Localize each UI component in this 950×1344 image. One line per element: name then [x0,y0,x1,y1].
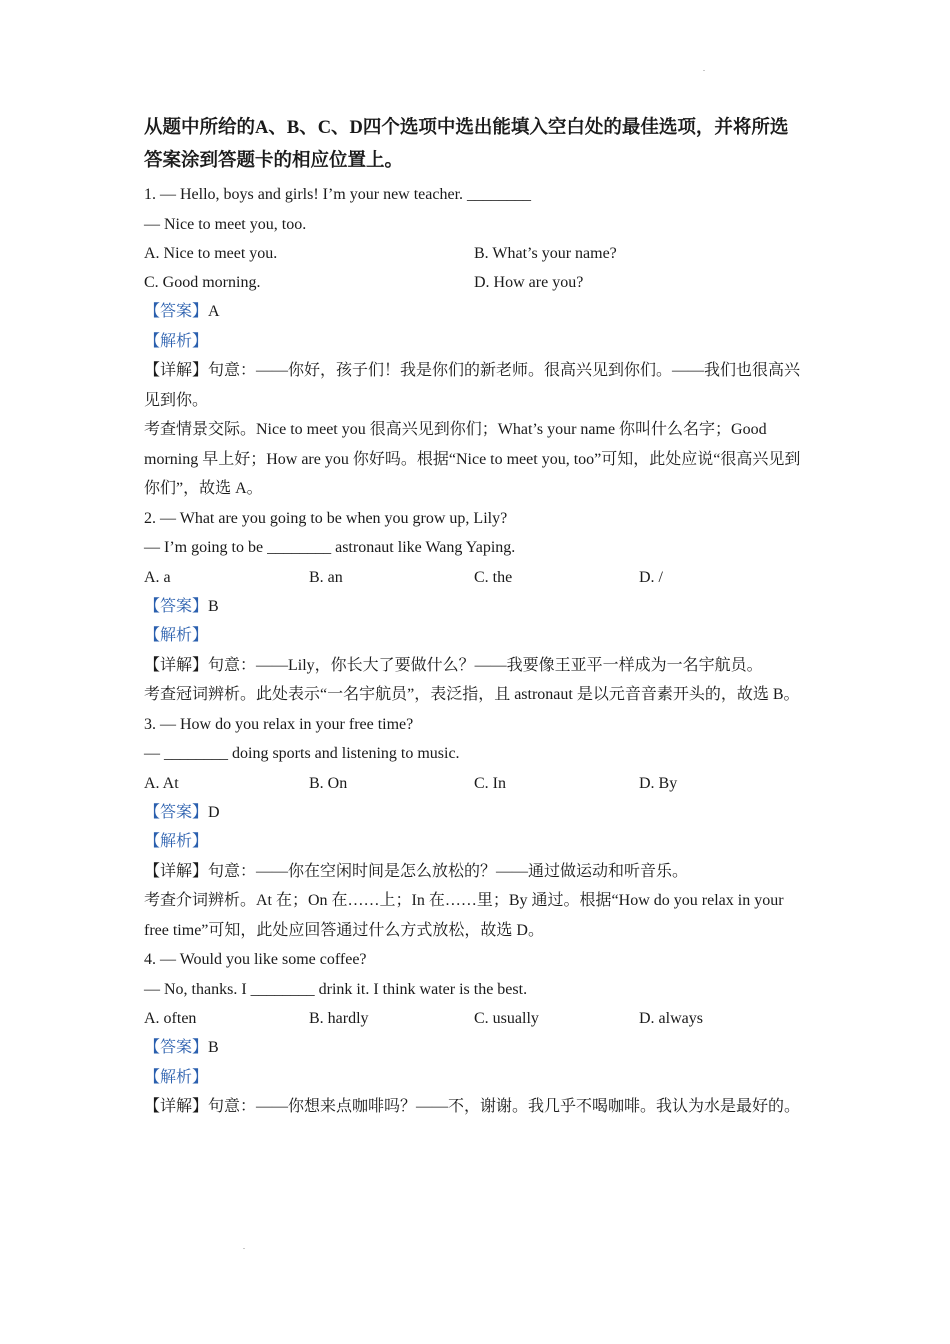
option-c: C. In [474,774,506,792]
option-a: A. often [144,1010,197,1027]
answer-line [144,1033,804,1063]
detail-line [144,356,804,415]
question-stem: 2. — What are you going to be when you grow up, Lily? [144,509,508,527]
answer-label: 【答案】 [144,303,209,320]
question-4 [144,945,804,1122]
section-instruction: 从题中所给的A、B、C、D四个选项中选出能填入空白处的最佳选项，并将所选答案涂到答题卡的相应位置上。 [144,118,789,171]
question-response: — Nice to meet you, too. [144,215,307,233]
detail-text: 句意：——你在空闲时间是怎么放松的？——通过做运动和听音乐。 [208,862,689,880]
analysis-label: 【解析】 [144,833,209,850]
detail-text: 句意：——你想来点咖啡吗？——不，谢谢。我几乎不喝咖啡。我认为水是最好的。 [208,1098,801,1115]
question-2 [144,504,804,710]
question-3 [144,710,804,946]
answer-value: B [208,1039,219,1056]
option-a: A. Nice to meet you. [144,245,278,262]
explanation-text: 考查情景交际。Nice to meet you 很高兴见到你们；What’s your name 你叫什么名字；Good morning 早上好；How are you 你好吗。根据“Nice to meet you, too”可知，此处应说“很高兴见到你们”，故选 A。 [144,421,801,497]
option-b: B. hardly [309,1010,369,1027]
detail-line [144,857,804,887]
explanation-text: 考查介词辨析。At 在；On 在……上；In 在……里；By 通过。根据“How do you relax in your free time”可知，此处应回答通过什么方式放松，故选 D。 [144,892,784,939]
detail-line [144,1092,804,1122]
option-a: A. At [144,774,179,792]
question-response: — I’m going to be ________ astronaut like Wang Yaping. [144,539,516,556]
option-b: B. What’s your name? [474,245,617,262]
question-stem: 3. — How do you relax in your free time? [144,715,414,733]
option-b: B. an [309,568,343,586]
options-row [144,563,804,592]
options-row [144,268,804,297]
question-response: — ________ doing sports and listening to music. [144,745,460,762]
option-d: D. How are you? [474,274,584,291]
options-row [144,769,804,798]
option-c: C. Good morning. [144,274,261,291]
detail-label: 【详解】 [144,862,209,880]
explanation-text: 考查冠词辨析。此处表示“一名宇航员”，表泛指，且 astronaut 是以元音音素开头的，故选 B。 [144,686,800,703]
answer-label: 【答案】 [144,597,209,615]
answer-value: D [208,803,220,821]
scan-dot [243,1248,245,1249]
question-response: — No, thanks. I ________ drink it. I think water is the best. [144,980,528,998]
document-content [144,112,804,1122]
analysis-label: 【解析】 [144,332,209,350]
answer-line [144,798,804,828]
answer-line [144,592,804,622]
options-row [144,239,804,268]
detail-text: 句意：——Lily，你长大了要做什么？——我要像王亚平一样成为一名宇航员。 [208,656,763,674]
analysis-label: 【解析】 [144,1068,209,1086]
options-row [144,1004,804,1033]
option-b: B. On [309,774,348,792]
question-1 [144,180,804,504]
detail-text: 句意：——你好，孩子们！我是你们的新老师。很高兴见到你们。——我们也很高兴见到你。 [144,362,801,409]
detail-line [144,651,804,681]
answer-value: A [208,303,220,320]
option-c: C. the [474,568,513,586]
detail-label: 【详解】 [144,362,209,379]
option-d: D. By [639,774,678,792]
question-stem: 1. — Hello, boys and girls! I’m your new teacher. ________ [144,186,532,203]
answer-value: B [208,597,219,615]
analysis-label: 【解析】 [144,627,209,644]
detail-label: 【详解】 [144,1098,209,1115]
question-stem: 4. — Would you like some coffee? [144,951,367,968]
answer-line [144,297,804,327]
answer-label: 【答案】 [144,1039,209,1056]
option-a: A. a [144,568,171,586]
scan-dot [703,70,705,71]
option-d: D. / [639,568,663,586]
option-c: C. usually [474,1010,539,1027]
option-d: D. always [639,1010,703,1027]
answer-label: 【答案】 [144,803,209,821]
detail-label: 【详解】 [144,656,209,674]
